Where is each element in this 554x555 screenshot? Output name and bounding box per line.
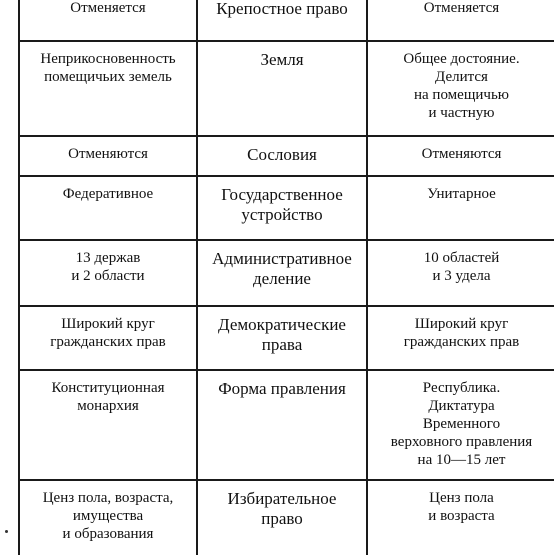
- left-cell: Широкий круг гражданских прав: [19, 306, 197, 370]
- center-cell: Государственное устройство: [197, 176, 367, 240]
- left-cell: Отменяется: [19, 0, 197, 41]
- right-cell: Республика. Диктатура Временного верховного правления на 10—15 лет: [367, 370, 554, 480]
- table-row-suffrage: [19, 480, 554, 555]
- left-cell: Федеративное: [19, 176, 197, 240]
- scan-speck: [5, 530, 8, 533]
- center-cell: Административное деление: [197, 240, 367, 306]
- left-cell: Ценз пола, возраста, имущества и образования: [19, 480, 197, 555]
- comparison-table: [18, 0, 554, 555]
- right-cell: Широкий круг гражданских прав: [367, 306, 554, 370]
- center-cell: Форма правления: [197, 370, 367, 480]
- left-cell: 13 держав и 2 области: [19, 240, 197, 306]
- left-cell: Неприкосновенность помещичьих земель: [19, 41, 197, 136]
- left-cell: Конституционная монархия: [19, 370, 197, 480]
- right-cell: Отменяются: [367, 136, 554, 176]
- right-cell: Ценз пола и возраста: [367, 480, 554, 555]
- table-row-serfdom: [19, 0, 554, 41]
- center-cell: Земля: [197, 41, 367, 136]
- center-cell: Избирательное право: [197, 480, 367, 555]
- table-row-estates: [19, 136, 554, 176]
- table-row-land: [19, 41, 554, 136]
- table-row-administrative-division: [19, 240, 554, 306]
- center-cell: Сословия: [197, 136, 367, 176]
- right-cell: 10 областей и 3 удела: [367, 240, 554, 306]
- right-cell: Унитарное: [367, 176, 554, 240]
- center-cell: Демократические права: [197, 306, 367, 370]
- right-cell: Общее достояние. Делится на помещичью и частную: [367, 41, 554, 136]
- left-cell: Отменяются: [19, 136, 197, 176]
- right-cell: Отменяется: [367, 0, 554, 41]
- center-cell: Крепостное право: [197, 0, 367, 41]
- table-row-form-of-government: [19, 370, 554, 480]
- table-row-democratic-rights: [19, 306, 554, 370]
- table-row-state-structure: [19, 176, 554, 240]
